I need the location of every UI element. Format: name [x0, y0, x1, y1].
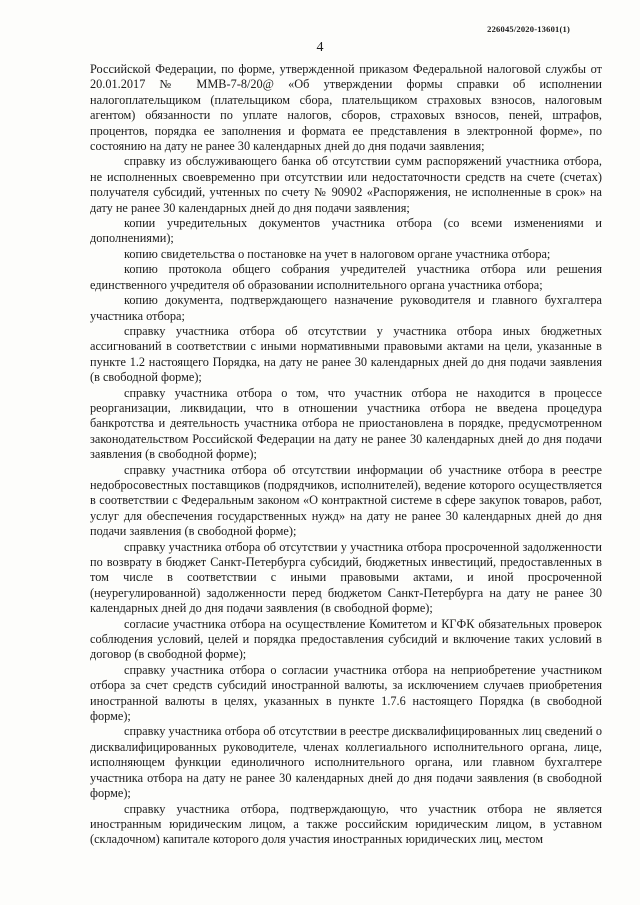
paragraph: Российской Федерации, по форме, утвержденной приказом Федеральной налоговой службы от 20.01.2017 № ММВ-7-8/20@ «Об утверждении формы справки об исполнении налогоплательщиком (плательщиком сбора, плательщиком страховых взносов, налоговым агентом) обязанности по уплате налогов, сборов, страховых взносов, пеней, штрафов, процентов, порядка ее заполнения и формата ее представления в электронной форме», по состоянию на дату не ранее 30 календарных дней до дня подачи заявления;: [90, 62, 602, 154]
paragraph: справку участника отбора об отсутствии у участника отбора иных бюджетных ассигнований в соответствии с иными нормативными правовыми актами на цели, указанные в пункте 1.2 настоящего Порядка, на дату не ранее 30 календарных дней до дня подачи заявления (в свободной форме);: [90, 323, 602, 385]
paragraph: справку участника отбора об отсутствии в реестре дисквалифицированных лиц сведений о дисквалифицированных руководителе, членах коллегиального исполнительного органа, лице, исполняющем функции единоличного исполнительного органа, или главном бухгалтере участника отбора на дату не ранее 30 календарных дней до дня подачи заявления (в свободной форме);: [90, 724, 602, 801]
paragraph: справку участника отбора об отсутствии у участника отбора просроченной задолженности по возврату в бюджет Санкт-Петербурга субсидий, бюджетных инвестиций, предоставленных в том числе в соответствии с иными правовыми актами, и иной просроченной (неурегулированной) задолженности перед бюджетом Санкт-Петербурга на дату не ранее 30 календарных дней до дня подачи заявления (в свободной форме);: [90, 539, 602, 616]
paragraph: справку участника отбора о согласии участника отбора на неприобретение участником отбора за счет средств субсидий иностранной валюты, за исключением случаев приобретения иностранной валюты в целях, указанных в пункте 1.7.6 настоящего Порядка (в свободной форме);: [90, 662, 602, 724]
page-number: 4: [316, 40, 324, 55]
paragraph: копию протокола общего собрания учредителей участника отбора или решения единственного учредителя об образовании исполнительного органа участника отбора;: [90, 262, 602, 292]
paragraph: справку участника отбора о том, что участник отбора не находится в процессе реорганизации, ликвидации, что в отношении участника отбора не введена процедура банкротства и деятельность участника отбора не приостановлена в порядке, предусмотренном законодательством Российской Федерации на дату не ранее 30 календарных дней до дня подачи заявления (в свободной форме);: [90, 385, 602, 462]
paragraph: копию свидетельства о постановке на учет в налоговом органе участника отбора;: [124, 246, 551, 261]
document-body: [90, 62, 602, 848]
paragraph: согласие участника отбора на осуществление Комитетом и КГФК обязательных проверок соблюдения условий, целей и порядка предоставления субсидий и включение таких условий в договор (в свободной форме);: [90, 616, 602, 662]
paragraph: копии учредительных документов участника отбора (со всеми изменениями и дополнениями);: [90, 216, 602, 246]
paragraph: справку участника отбора об отсутствии информации об участнике отбора в реестре недобросовестных поставщиков (подрядчиков, исполнителей), ведение которого осуществляется в соответствии с Федеральным законом «О контрактной системе в сфере закупок товаров, работ, услуг для обеспечения государственных нужд» на дату не ранее 30 календарных дней до дня подачи заявления (в свободной форме);: [90, 462, 602, 539]
paragraph: копию документа, подтверждающего назначение руководителя и главного бухгалтера участника отбора;: [90, 293, 602, 323]
document-id: 226045/2020-13601(1): [487, 24, 570, 34]
paragraph: справку из обслуживающего банка об отсутствии сумм распоряжений участника отбора, не исполненных своевременно при отсутствии или недостаточности средств на счете (счетах) получателя субсидий, учтенных по счету № 90902 «Распоряжения, не исполненные в срок» на дату не ранее 30 календарных дней до дня подачи заявления;: [90, 154, 602, 215]
paragraph: справку участника отбора, подтверждающую, что участник отбора не является иностранным юридическим лицом, а также российским юридическим лицом, в уставном (складочном) капитале которого доля участия иностранных юридических лиц, местом: [90, 801, 602, 847]
